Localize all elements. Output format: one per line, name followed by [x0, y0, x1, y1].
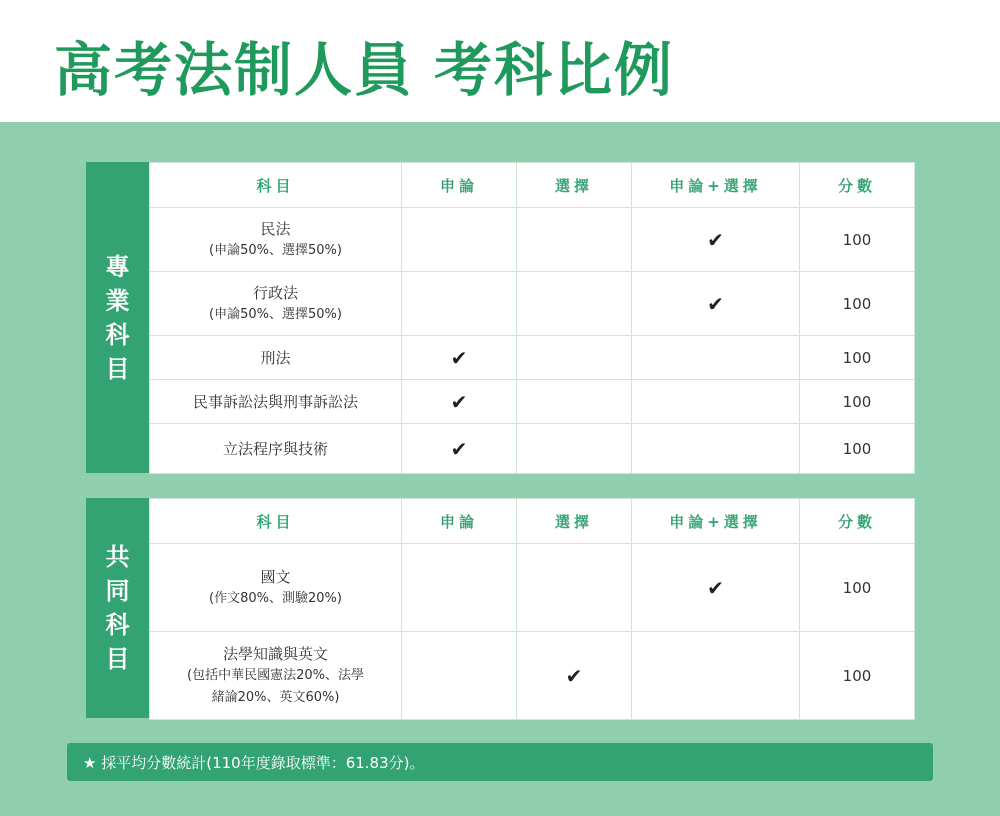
- col-subject: 科目: [150, 499, 402, 544]
- score-cell: 100: [800, 632, 915, 720]
- table-body: [150, 208, 915, 474]
- subject-note: (申論50%、選擇50%): [209, 306, 342, 322]
- table-body: [150, 544, 915, 720]
- table-row: [150, 336, 915, 380]
- score-cell: 100: [800, 336, 915, 380]
- section-label-box: [86, 162, 149, 473]
- subject-name: 法學知識與英文: [222, 644, 328, 663]
- method-cell: [632, 208, 800, 272]
- table-header-row: [150, 499, 915, 544]
- method-cell: [632, 272, 800, 336]
- table-row: [150, 380, 915, 424]
- subject-table: [149, 162, 915, 474]
- subject-name: 行政法: [252, 283, 298, 302]
- score-cell: 100: [800, 208, 915, 272]
- check-icon: ✔: [450, 389, 468, 414]
- subject-table: [149, 498, 915, 720]
- method-cell: [517, 632, 632, 720]
- check-icon: ✔: [707, 227, 724, 252]
- section-common: [86, 498, 914, 718]
- method-cell: [632, 336, 800, 380]
- col-score: 分數: [800, 499, 915, 544]
- col-essay: 申論: [402, 163, 517, 208]
- section-label-box: [86, 498, 149, 718]
- subject-name: 民法: [260, 219, 291, 238]
- section-label: 共同科目: [105, 543, 130, 673]
- subject-cell: [150, 336, 402, 380]
- table-row: [150, 272, 915, 336]
- method-cell: [402, 544, 517, 632]
- subject-cell: [150, 424, 402, 474]
- footer-note: ★ 採平均分數統計(110年度錄取標準：61.83分)。: [83, 753, 425, 772]
- subject-cell: [150, 208, 402, 272]
- subject-note: (申論50%、選擇50%): [209, 242, 342, 258]
- subject-name: 國文: [260, 567, 291, 586]
- title-sub: 考科比例: [434, 36, 675, 104]
- table-row: [150, 424, 915, 474]
- method-cell: [632, 424, 800, 474]
- method-cell: [517, 336, 632, 380]
- subject-cell: [150, 544, 402, 632]
- col-essay: 申論: [402, 499, 517, 544]
- col-subject: 科目: [150, 163, 402, 208]
- subject-note: (包括中華民國憲法20%、法學緒論20%、英文60%): [187, 667, 364, 705]
- method-cell: [517, 424, 632, 474]
- col-essay-choice: 申論+選擇: [632, 499, 800, 544]
- table-row: [150, 208, 915, 272]
- method-cell: [402, 424, 517, 474]
- table-row: [150, 632, 915, 720]
- subject-cell: [150, 632, 402, 720]
- subject-cell: [150, 380, 402, 424]
- page-title: [54, 34, 674, 106]
- method-cell: [402, 336, 517, 380]
- method-cell: [517, 380, 632, 424]
- method-cell: [632, 380, 800, 424]
- method-cell: [402, 380, 517, 424]
- subject-name: 立法程序與技術: [222, 439, 328, 458]
- section-professional: [86, 162, 914, 473]
- check-icon: ✔: [565, 663, 583, 688]
- method-cell: [517, 544, 632, 632]
- check-icon: ✔: [450, 345, 468, 370]
- score-cell: 100: [800, 424, 915, 474]
- subject-cell: [150, 272, 402, 336]
- method-cell: [402, 208, 517, 272]
- section-label: 專業科目: [105, 252, 130, 383]
- subject-name: 民事訴訟法與刑事訴訟法: [192, 392, 358, 411]
- check-icon: ✔: [450, 436, 468, 461]
- table-row: [150, 544, 915, 632]
- col-essay-choice: 申論+選擇: [632, 163, 800, 208]
- score-cell: 100: [800, 272, 915, 336]
- subject-name: 刑法: [260, 348, 291, 367]
- footer-note-bar: [67, 743, 933, 781]
- check-icon: ✔: [707, 291, 724, 316]
- header: [0, 0, 1000, 122]
- method-cell: [402, 272, 517, 336]
- method-cell: [632, 632, 800, 720]
- check-icon: ✔: [707, 575, 724, 600]
- score-cell: 100: [800, 544, 915, 632]
- col-choice: 選擇: [517, 499, 632, 544]
- method-cell: [517, 272, 632, 336]
- table-header-row: [150, 163, 915, 208]
- score-cell: 100: [800, 380, 915, 424]
- col-score: 分數: [800, 163, 915, 208]
- col-choice: 選擇: [517, 163, 632, 208]
- method-cell: [402, 632, 517, 720]
- method-cell: [517, 208, 632, 272]
- subject-note: (作文80%、測驗20%): [209, 590, 342, 606]
- method-cell: [632, 544, 800, 632]
- title-main: 高考法制人員: [54, 36, 415, 104]
